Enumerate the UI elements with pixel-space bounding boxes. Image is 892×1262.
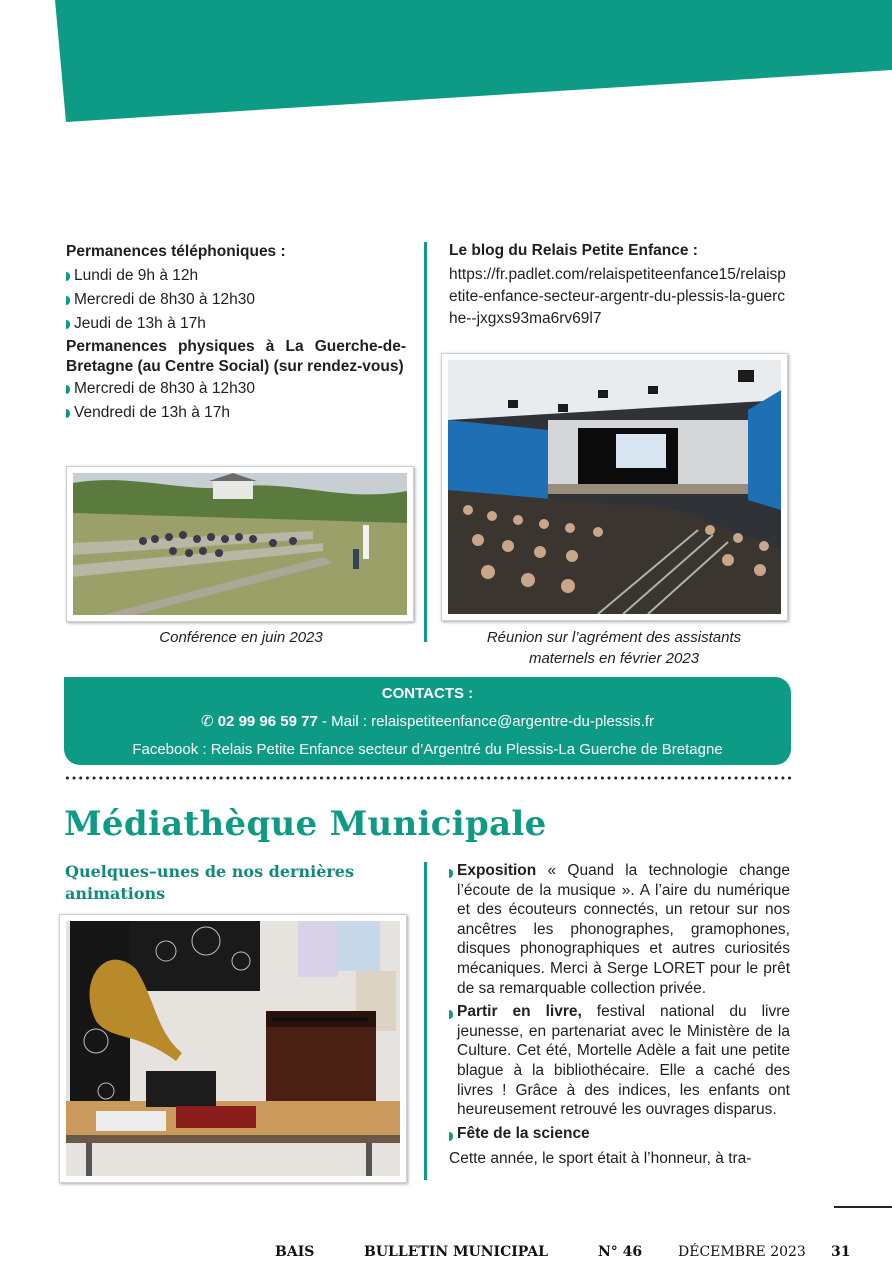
mediatheque-text	[449, 861, 790, 1173]
footer-town: BAIS	[275, 1244, 315, 1260]
physical-hours-item: Vendredi de 13h à 17h	[66, 401, 406, 425]
item-text: festival national du livre jeunesse, en partenariat avec le Ministère de la Culture. Cet été, Mortelle Adèle a fait une petite blague à la bibliothécaire. Elle a caché des livres ! Grâce à des indices, les enfants ont heureusement retrouvé les ouvrages disparus.	[457, 1003, 790, 1119]
conference-photo	[66, 466, 414, 622]
section-title: Médiathèque Municipale	[64, 804, 547, 844]
meeting-photo	[441, 353, 788, 621]
conference-caption: Conférence en juin 2023	[159, 629, 323, 646]
exhibition-photo-image	[66, 921, 400, 1176]
media-column-divider	[424, 862, 427, 1180]
phone-hours-item: Lundi de 9h à 12h	[66, 264, 406, 288]
exhibition-photo	[59, 914, 407, 1183]
item-head: Exposition	[457, 862, 537, 879]
right-column	[449, 240, 791, 330]
dotted-separator	[64, 775, 792, 781]
footer-issue: N° 46	[598, 1244, 643, 1260]
contacts-title: CONTACTS :	[381, 685, 474, 702]
meeting-photo-image	[448, 360, 781, 614]
meeting-caption: Réunion sur l’agrément des assistants maternels en février 2023	[486, 629, 742, 667]
item-fete-science	[449, 1124, 790, 1144]
item-partir-en-livre	[449, 1002, 790, 1120]
contacts-phone[interactable]: 02 99 96 59 77	[217, 713, 318, 730]
item-head: Partir en livre,	[457, 1003, 582, 1021]
contacts-mail[interactable]: - Mail : relaispetiteenfance@argentre-du-plessis.fr	[317, 713, 655, 730]
section-subtitle: Quelques–unes de nos dernières animations	[65, 862, 354, 903]
physical-hours-item: Mercredi de 8h30 à 12h30	[66, 377, 406, 401]
blog-url[interactable]: https://fr.padlet.com/relaispetiteenfance15/relaispetite-enfance-secteur-argentr-du-plessis-la-guerche--jxgxs93ma6rv69l7	[449, 266, 786, 327]
footer-rule	[834, 1206, 892, 1208]
left-column	[66, 240, 406, 425]
contacts-phone-line	[64, 708, 791, 736]
phone-hours-item: Mercredi de 8h30 à 12h30	[66, 288, 406, 312]
phone-hours-item: Jeudi de 13h à 17h	[66, 312, 406, 336]
conference-photo-image	[73, 473, 407, 615]
footer-date: DÉCEMBRE 2023	[678, 1244, 806, 1260]
footer-publication: BULLETIN MUNICIPAL	[364, 1244, 548, 1260]
item-head: Fête de la science	[457, 1124, 590, 1142]
column-divider	[424, 242, 427, 642]
physical-heading: Permanences physiques à La Guerche-de-Bretagne (au Centre Social) (sur rendez-vous)	[66, 338, 406, 375]
blog-heading: Le blog du Relais Petite Enfance :	[449, 242, 698, 259]
item-exposition	[449, 861, 790, 998]
trailing-text: Cette année, le sport était à l’honneur, à tra-	[449, 1150, 752, 1168]
contacts-facebook[interactable]: Facebook : Relais Petite Enfance secteur d’Argentré du Plessis-La Guerche de Bretagne	[132, 741, 723, 758]
contacts-box	[64, 677, 791, 765]
phone-heading: Permanences téléphoniques :	[66, 243, 286, 260]
header-banner	[0, 0, 892, 125]
page-number: 31	[831, 1244, 851, 1260]
phone-icon: ✆	[200, 713, 214, 730]
item-text: « Quand la technologie change l’écoute de la musique ». A l’aire du numérique et des écouteurs connectés, un retour sur nos ancêtres les phonographes, gramophones, disques phonographiques et autres curiosités mécaniques. Merci à Serge LORET pour le prêt de sa remarquable collection privée.	[457, 862, 790, 997]
